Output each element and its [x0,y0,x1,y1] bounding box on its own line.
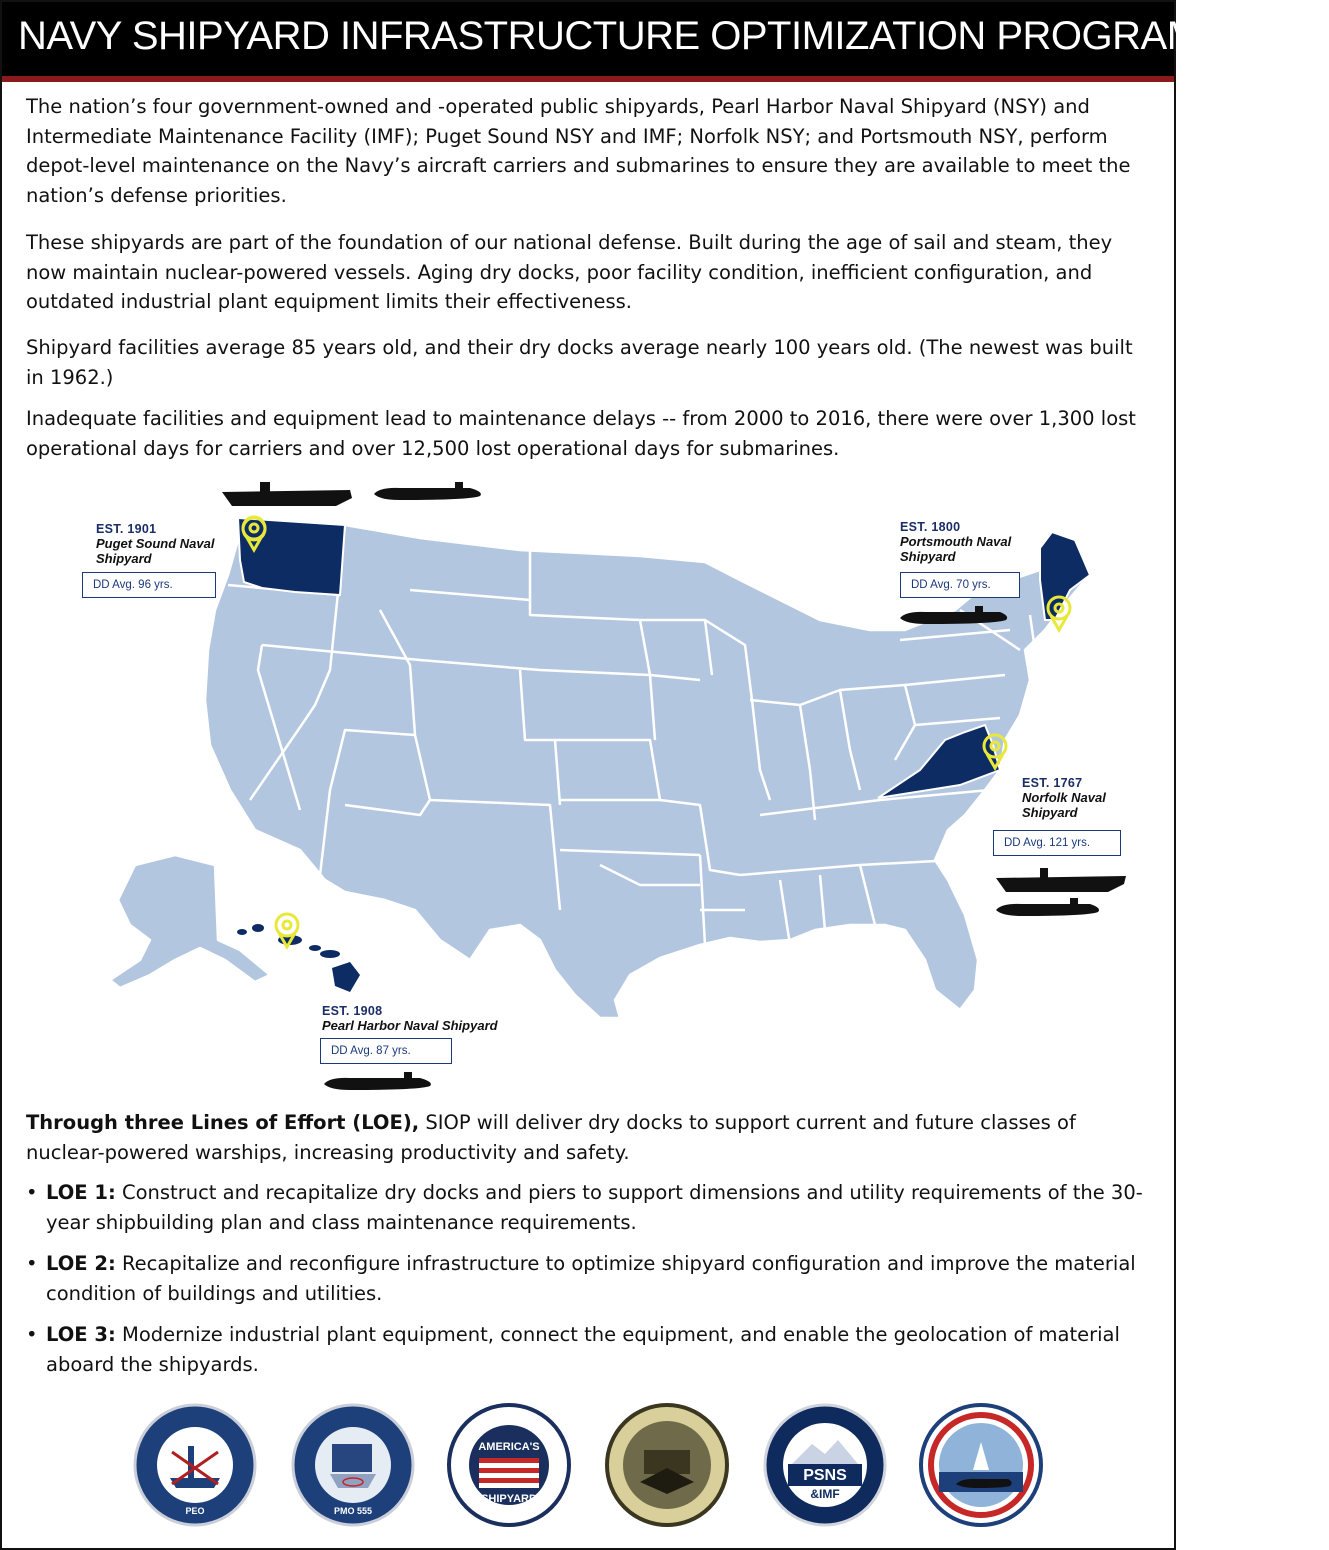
bullet-icon: • [26,1323,38,1346]
intro-paragraph-1: The nation’s four government-owned and -operated public shipyards, Pearl Harbor Naval Shipyard (NSY) and Intermediate Maintenance Facility (IMF); Puget Sound NSY and IMF; Norfolk NSY; and Portsmouth NSY, perform depot-level maintenance on the Navy’s aircraft carriers and submarines to ensure they are available to meet the nation’s defense priorities. [26,95,1131,207]
logo-row [0,1398,1176,1538]
intro-paragraph-3: Shipyard facilities average 85 years old, and their dry docks average nearly 100 years old. (The newest was built in 1962.) [26,336,1133,389]
norfolk-callout [1022,776,1106,820]
bullet-icon: • [26,1181,38,1204]
portsmouth-name-line1: Portsmouth Naval [900,534,1012,549]
bullet-icon: • [26,1252,38,1275]
svg-text:SHIPYARD: SHIPYARD [481,1493,537,1505]
submarine-silhouette-norfolk [996,904,1099,916]
loe-list [26,1178,1154,1391]
svg-text:PEO: PEO [185,1506,205,1516]
puget-est: EST. 1901 [96,522,157,536]
pearl-harbor-naval-shipyard-logo-icon [604,1398,730,1532]
pearl-est: EST. 1908 [322,1004,383,1018]
portsmouth-callout [900,520,1011,564]
puget-name-line2: Shipyard [96,551,152,566]
svg-text:PMO 555: PMO 555 [333,1506,373,1516]
portsmouth-dd-box: DD Avg. 70 yrs. [900,572,1020,598]
norfolk-name-line1: Norfolk Naval [1022,790,1106,805]
page-title: NAVY SHIPYARD INFRASTRUCTURE OPTIMIZATION PROGRAM (SIOP) [18,14,1329,58]
loe-item-2-text: Recapitalize and reconfigure infrastructure to optimize shipyard configuration and improve the material condition of buildings and utilities. [46,1252,1136,1305]
norfolk-est: EST. 1767 [1022,776,1083,790]
loe-item-3-text: Modernize industrial plant equipment, connect the equipment, and enable the geolocation of material aboard the shipyards. [46,1323,1120,1376]
portsmouth-name-line2: Shipyard [900,549,956,564]
pearl-dd-box: DD Avg. 87 yrs. [320,1038,452,1064]
carrier-silhouette-top [222,490,352,506]
svg-text:PSNS: PSNS [803,1467,847,1484]
peo-industrial-infrastructure-logo-icon [132,1398,258,1532]
alaska-shape [110,855,270,988]
norfolk-dd-box: DD Avg. 121 yrs. [993,830,1121,856]
submarine-silhouette-portsmouth [900,612,1007,624]
pearl-callout [322,1004,498,1033]
loe-item-2-label: LOE 2: [46,1252,116,1275]
pearl-name-line1: Pearl Harbor Naval Shipyard [322,1018,498,1033]
loe-intro-rest: SIOP will deliver dry docks to support current and future classes of nuclear-powered warships, increasing productivity and safety. [26,1111,1076,1164]
portsmouth-est: EST. 1800 [900,520,961,534]
puget-dd-box: DD Avg. 96 yrs. [82,572,216,598]
submarine-silhouette-pearl [324,1078,431,1090]
pin-pearl-ring [276,914,298,936]
loe-intro-bold: Through three Lines of Effort (LOE), [26,1111,420,1134]
pmo-555-siop-logo-icon [290,1398,416,1532]
loe-item-1 [26,1178,1154,1237]
psns-imf-logo-icon [762,1398,888,1532]
shipyard-map [0,470,1176,1110]
puget-name-line1: Puget Sound Naval [96,536,215,551]
loe-item-2 [26,1249,1154,1308]
loe-item-1-text: Construct and recapitalize dry docks and piers to support dimensions and utility requirements of the 30-year shipbuilding plan and class maintenance requirements. [46,1181,1143,1234]
norfolk-name-line2: Shipyard [1022,805,1078,820]
portsmouth-sails-to-atoms-logo-icon [918,1398,1044,1532]
us-map-graphic [0,470,1176,1110]
loe-item-3 [26,1320,1154,1379]
loe-item-3-label: LOE 3: [46,1323,116,1346]
washington-state [238,518,345,595]
norfolk-naval-shipyard-logo-icon [446,1398,572,1532]
svg-text:AMERICA'S: AMERICA'S [478,1441,540,1453]
svg-text:&IMF: &IMF [810,1487,840,1501]
intro-paragraph-4: Inadequate facilities and equipment lead to maintenance delays -- from 2000 to 2016, there were over 1,300 lost operational days for carriers and over 12,500 lost operational days for submarines. [26,407,1136,460]
intro-paragraph-2: These shipyards are part of the foundation of our national defense. Built during the age of sail and steam, they now maintain nuclear-powered vessels. Aging dry docks, poor facility condition, inefficient configuration, and outdated industrial plant equipment limits their effectiveness. [26,231,1113,313]
puget-callout [96,522,214,566]
header-accent-rule [2,76,1174,82]
carrier-silhouette-norfolk [996,876,1126,892]
header-bar [2,2,1329,76]
loe-intro [26,1108,1154,1167]
loe-item-1-label: LOE 1: [46,1181,116,1204]
submarine-silhouette-top [374,488,481,500]
